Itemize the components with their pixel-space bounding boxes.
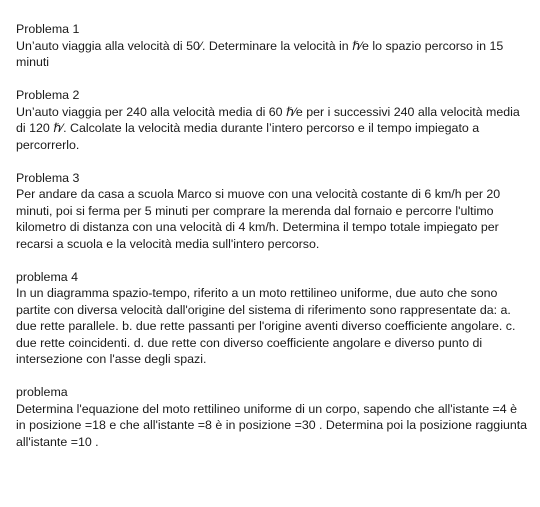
problem-text: Un’auto viaggia alla velocità di 50⁄. Determinare la velocità in ℏ⁄e lo spazio percorso in 15 minuti: [16, 38, 504, 69]
problem-title: problema 4: [16, 269, 78, 284]
problem-5: [16, 384, 530, 450]
problem-text: In un diagramma spazio-tempo, riferito a un moto rettilineo uniforme, due auto che sono partite con diversa velocità dall'origine del sistema di riferimento sono rappresentate da: a. due rette parallele. b. due rette passanti per l'origine aventi diverso coefficiente angolare. c. due rette coincidenti. d. due rette con diverso coefficiente angolare e diverso punto di intersezione con l'asse degli spazi.: [16, 286, 516, 366]
problem-1: [16, 21, 530, 71]
problem-title: Problema 2: [16, 88, 80, 102]
problem-title: problema: [16, 385, 68, 399]
problem-title: Problema 3: [16, 170, 80, 185]
problem-text: Un’auto viaggia per 240 alla velocità media di 60 ℏ⁄e per i successivi 240 alla velocità media di 120 ℏ⁄. Calcolate la velocità media durante l’intero percorso e il tempo impiegato a percorrerlo.: [16, 104, 520, 152]
problem-title: Problema 1: [16, 22, 80, 36]
problem-3: [16, 170, 530, 253]
problem-text: Per andare da casa a scuola Marco si muove con una velocità costante di 6 km/h per 20 minuti, poi si ferma per 5 minuti per comprare la merenda dal fornaio e percorre l'ultimo kilometro di distanza con una velocità di 4 km/h. Determina il tempo totale impiegato per recarsi a scuola e la velocità media sull'intero percorso.: [16, 187, 501, 251]
problem-text: Determina l'equazione del moto rettilineo uniforme di un corpo, sapendo che all'istante =4 è in posizione =18 e che all'istante =8 è in posizione =30 . Determina poi la posizione raggiunta all'istante =10 .: [16, 401, 528, 449]
problem-2: [16, 87, 530, 153]
problem-4: [16, 269, 530, 368]
